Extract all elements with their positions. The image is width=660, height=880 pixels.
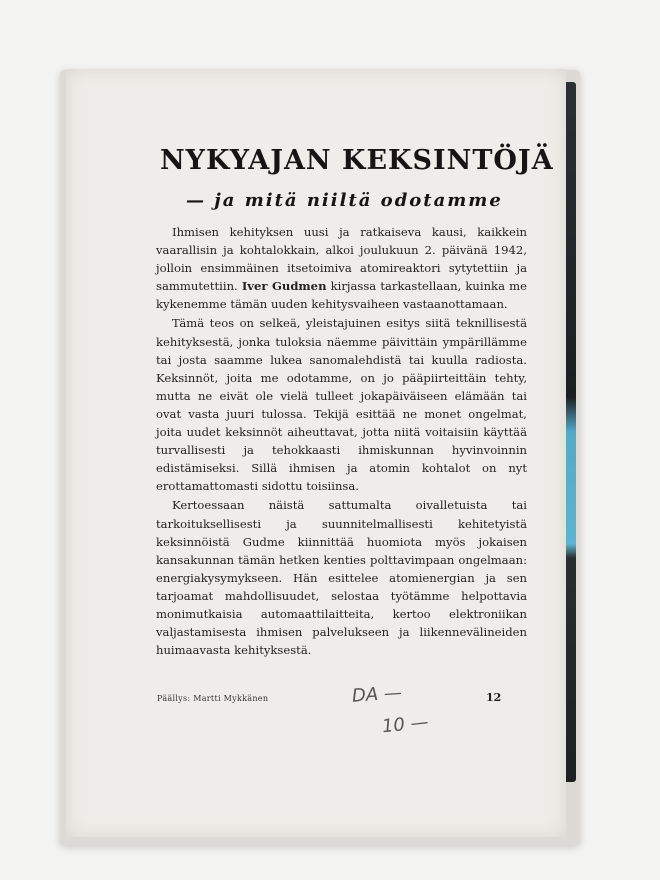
blurb-paragraph-2: Tämä teos on selkeä, yleistajuinen esitys siitä teknillisestä kehityksestä, jonka tuloksia näemme päivittäin ympärillämme tai josta saamme lukea sanomalehdistä tai kuulla radiosta. Keksinnöt, joita me odotamme, on jo pääpiirteittäin tehty, mutta ne eivät ole vielä tulleet jokapäiväiseen elämään tai ovat vasta juuri tulossa. Tekijä esittää ne monet ongelmat, joita uudet keksinnöt aiheuttavat, jotta niitä voitaisiin käyttää turvallisesti ja tehokkaasti ihmiskunnan hyvinvoinnin edistämiseksi. Sillä ihmisen ja atomin kohtalot on nyt erottamattomasti sidottu toisiinsa.: [156, 316, 527, 494]
book-subtitle: — ja mitä niiltä odotamme: [186, 190, 503, 211]
handwriting-line-1: DA —: [351, 682, 403, 707]
handwriting-line-2: 10 —: [380, 711, 430, 738]
author-name: Iver Gudmen: [241, 279, 327, 294]
book-title: NYKYAJAN KEKSINTÖJÄ: [160, 145, 554, 176]
blurb-text: [156, 223, 527, 660]
blurb-paragraph-1: [156, 223, 527, 313]
cover-design-credit: Päällys: Martti Mykkänen: [157, 694, 269, 703]
p1-text-start: Ihmisen kehityksen uusi ja ratkaiseva kausi, kaikkein vaarallisin ja kohtalokkain, alkoi joulukuun 2. päivänä 1942, jolloin ensimmäinen itsetoimiva atomireaktori sytytettiin ja sammutettiin.: [156, 225, 527, 294]
p1-text-end: kirjassa tarkastellaan, kuinka me kykenemme tämän uuden kehitysvaiheen vastaanottamaan.: [156, 279, 527, 312]
blurb-paragraph-3: Kertoessaan näistä sattumalta oivalletuista tai tarkoituksellisesti ja suunnitelmallisesti kehitetyistä keksinnöistä Gudme kiinnittää huomiota myös jokaisen kansakunnan tämän hetken kenties polttavimpaan ongelmaan: energiakysymykseen. Hän esittelee atomienergian ja sen tarjoamat mahdollisuudet, selostaa työtämme helpottavia monimutkaisia automaattilaitteita, kertoo elektroniikan valjastamisesta ihmisen palvelukseen ja liikennevälineiden huimaavasta kehityksestä.: [156, 498, 527, 658]
series-number: 12: [486, 691, 502, 704]
